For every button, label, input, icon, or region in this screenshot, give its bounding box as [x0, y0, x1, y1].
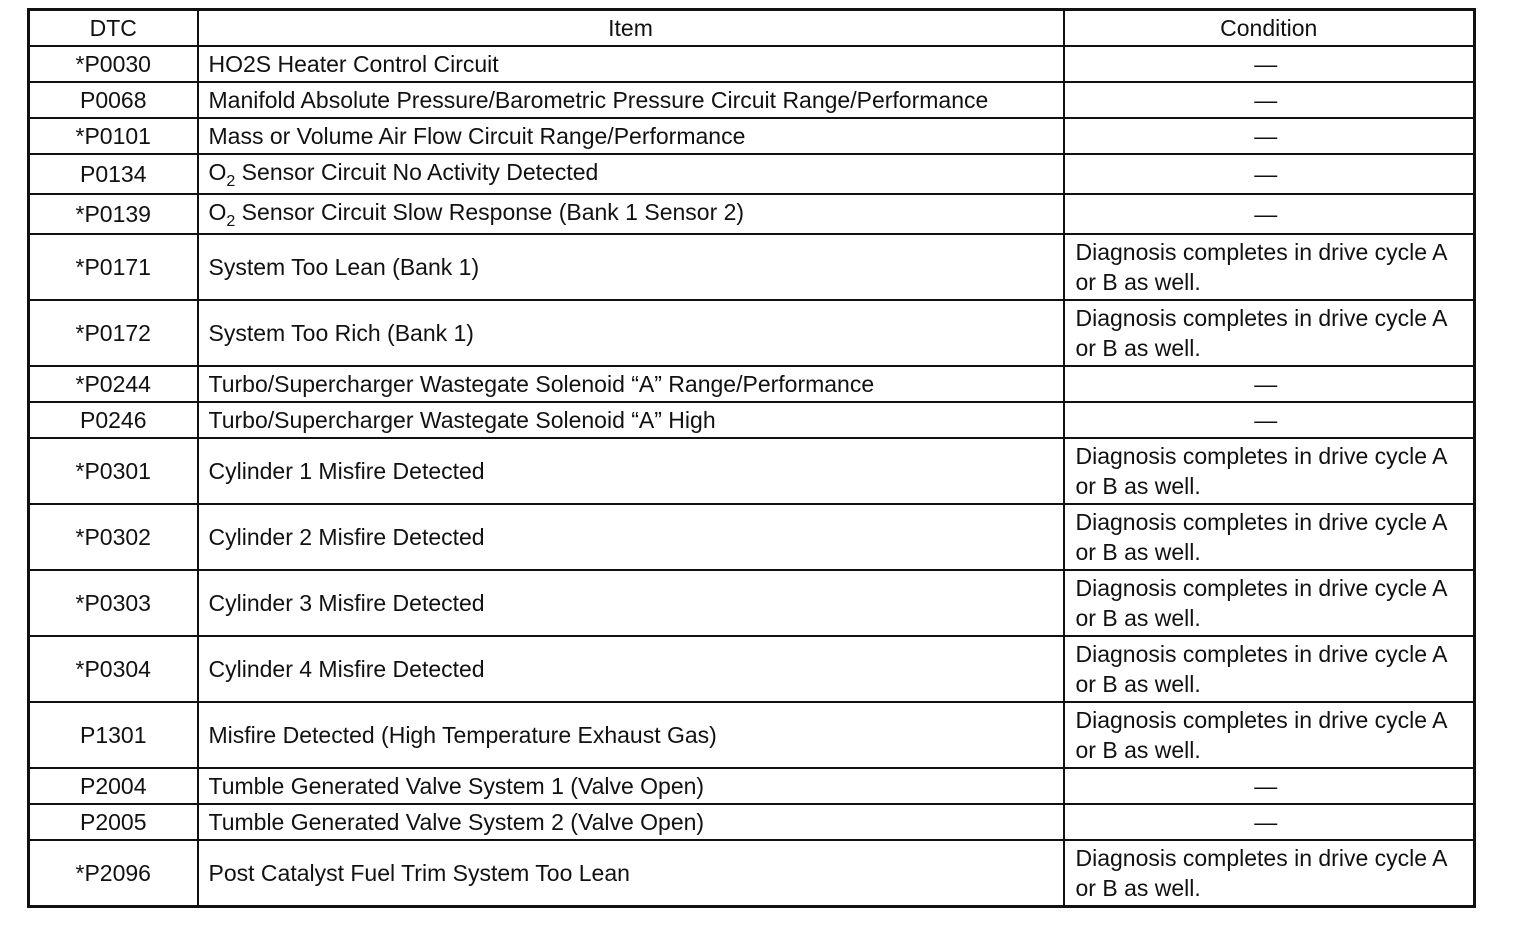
dtc-code: P2004	[29, 768, 198, 804]
dtc-condition: Diagnosis completes in drive cycle A or B as well.	[1064, 702, 1475, 768]
dtc-condition: —	[1064, 46, 1475, 82]
table-row	[29, 366, 1475, 402]
dtc-condition: —	[1064, 804, 1475, 840]
dtc-condition: Diagnosis completes in drive cycle A or B as well.	[1064, 504, 1475, 570]
dtc-condition: —	[1064, 154, 1475, 194]
dtc-item: Misfire Detected (High Temperature Exhaust Gas)	[198, 702, 1064, 768]
header-condition: Condition	[1064, 10, 1475, 47]
item-subscript: 2	[226, 213, 236, 230]
dtc-condition: —	[1064, 82, 1475, 118]
dtc-code: P2005	[29, 804, 198, 840]
table-row	[29, 636, 1475, 702]
dtc-item: Cylinder 2 Misfire Detected	[198, 504, 1064, 570]
dtc-item: Tumble Generated Valve System 2 (Valve Open)	[198, 804, 1064, 840]
dtc-item	[198, 194, 1064, 234]
table-row	[29, 438, 1475, 504]
dtc-condition: —	[1064, 118, 1475, 154]
table-row	[29, 154, 1475, 194]
table-row	[29, 46, 1475, 82]
dtc-condition: —	[1064, 366, 1475, 402]
dtc-condition: Diagnosis completes in drive cycle A or B as well.	[1064, 234, 1475, 300]
dtc-item: Turbo/Supercharger Wastegate Solenoid “A” Range/Performance	[198, 366, 1064, 402]
dtc-item: System Too Rich (Bank 1)	[198, 300, 1064, 366]
dtc-item: HO2S Heater Control Circuit	[198, 46, 1064, 82]
dtc-code: *P0171	[29, 234, 198, 300]
dtc-code: *P0101	[29, 118, 198, 154]
table-row	[29, 570, 1475, 636]
dtc-code: P1301	[29, 702, 198, 768]
dtc-item: Post Catalyst Fuel Trim System Too Lean	[198, 840, 1064, 907]
dtc-item: Turbo/Supercharger Wastegate Solenoid “A” High	[198, 402, 1064, 438]
dtc-condition: Diagnosis completes in drive cycle A or B as well.	[1064, 570, 1475, 636]
dtc-code: *P0172	[29, 300, 198, 366]
dtc-item: Cylinder 3 Misfire Detected	[198, 570, 1064, 636]
table-header-row	[29, 10, 1475, 47]
dtc-condition: —	[1064, 768, 1475, 804]
table-row	[29, 118, 1475, 154]
dtc-code: *P0244	[29, 366, 198, 402]
dtc-code: *P0302	[29, 504, 198, 570]
item-prefix: O	[208, 159, 227, 185]
dtc-code: *P0030	[29, 46, 198, 82]
dtc-condition: —	[1064, 194, 1475, 234]
dtc-code: P0068	[29, 82, 198, 118]
dtc-item: Tumble Generated Valve System 1 (Valve Open)	[198, 768, 1064, 804]
dtc-code: *P0303	[29, 570, 198, 636]
dtc-condition: Diagnosis completes in drive cycle A or B as well.	[1064, 840, 1475, 907]
table-row	[29, 504, 1475, 570]
dtc-condition: —	[1064, 402, 1475, 438]
dtc-item: Mass or Volume Air Flow Circuit Range/Performance	[198, 118, 1064, 154]
dtc-condition: Diagnosis completes in drive cycle A or B as well.	[1064, 300, 1475, 366]
table-row	[29, 768, 1475, 804]
dtc-code: P0246	[29, 402, 198, 438]
dtc-item	[198, 154, 1064, 194]
dtc-item: Manifold Absolute Pressure/Barometric Pressure Circuit Range/Performance	[198, 82, 1064, 118]
table-row	[29, 234, 1475, 300]
dtc-code: *P0304	[29, 636, 198, 702]
dtc-code: *P0139	[29, 194, 198, 234]
table-row	[29, 194, 1475, 234]
dtc-code: *P0301	[29, 438, 198, 504]
table-row	[29, 300, 1475, 366]
item-prefix: O	[208, 199, 227, 225]
header-item: Item	[198, 10, 1064, 47]
dtc-table-container	[27, 8, 1473, 908]
dtc-condition: Diagnosis completes in drive cycle A or B as well.	[1064, 636, 1475, 702]
table-row	[29, 840, 1475, 907]
table-row	[29, 82, 1475, 118]
dtc-item: Cylinder 1 Misfire Detected	[198, 438, 1064, 504]
table-row	[29, 804, 1475, 840]
dtc-item: Cylinder 4 Misfire Detected	[198, 636, 1064, 702]
item-subscript: 2	[226, 173, 236, 190]
table-row	[29, 702, 1475, 768]
dtc-table	[27, 8, 1476, 908]
dtc-condition: Diagnosis completes in drive cycle A or B as well.	[1064, 438, 1475, 504]
item-rest: Sensor Circuit No Activity Detected	[235, 159, 599, 185]
table-row	[29, 402, 1475, 438]
dtc-code: *P2096	[29, 840, 198, 907]
dtc-item: System Too Lean (Bank 1)	[198, 234, 1064, 300]
item-rest: Sensor Circuit Slow Response (Bank 1 Sensor 2)	[235, 199, 745, 225]
dtc-code: P0134	[29, 154, 198, 194]
header-dtc: DTC	[29, 10, 198, 47]
